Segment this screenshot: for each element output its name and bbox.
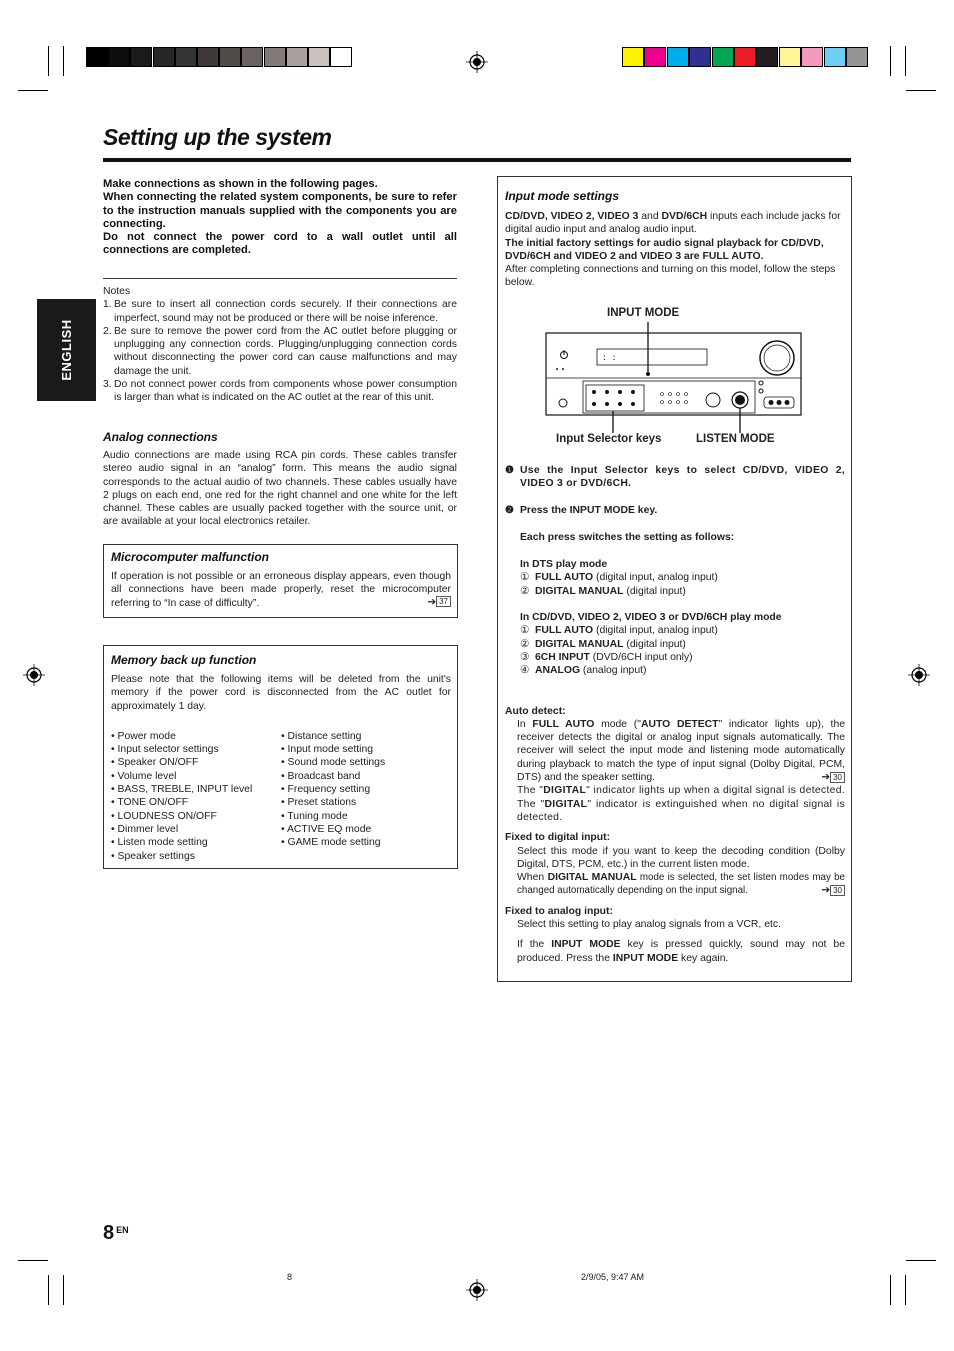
option-desc: (digital input, analog input) [593, 625, 718, 637]
note-item [103, 298, 457, 325]
factory-settings: The initial factory settings for audio signal playback for CD/DVD, DVD/6CH and VIDEO 2 and VIDEO 3 are FULL AUTO. [505, 237, 824, 262]
input-mode-box [497, 176, 852, 982]
step-2-text: Press the INPUT MODE key. [520, 504, 658, 516]
page-ref-number: 37 [436, 596, 451, 607]
color-swatch [734, 47, 756, 67]
page-number [103, 1222, 129, 1245]
grayscale-swatch [86, 47, 108, 67]
color-swatch [756, 47, 778, 67]
note-text: Be sure to remove the power cord from the AC outlet before plugging or unplugging any connection cords. Plugging/unplugging connection cords without disconnecting the power cord can cause malfunctions and may damage the unit. [114, 325, 457, 377]
option-desc: (digital input, analog input) [593, 572, 718, 584]
language-tab-label: ENGLISH [59, 319, 74, 381]
page-title: Setting up the system [103, 124, 332, 150]
notes-section [103, 285, 457, 405]
memory-bullet-item: • Tuning mode [281, 810, 348, 822]
input-mode-tip [505, 938, 845, 965]
grayscale-swatch [308, 47, 330, 67]
language-tab [37, 299, 96, 401]
mode-option [520, 664, 845, 677]
cd-heading: In CD/DVD, VIDEO 2, VIDEO 3 or DVD/6CH play mode [520, 612, 782, 624]
grayscale-swatch [153, 47, 175, 67]
text-run: The " [517, 785, 544, 797]
grayscale-swatch [219, 47, 241, 67]
page-ref-number: 30 [830, 772, 845, 783]
intro-line-2: When connecting the related system components, be sure to refer to the instruction manuals supplied with the components you are connecting. [103, 191, 457, 230]
text-run: mode is selected, the set listen modes may be changed automatically depending on the input signal. [517, 872, 845, 897]
registration-mark-icon [23, 664, 45, 686]
memory-bullet-item: • Power mode [111, 730, 176, 742]
text-bold: AUTO DETECT [640, 718, 719, 730]
registration-mark-icon [908, 664, 930, 686]
option-number: ③ [520, 651, 530, 663]
option-desc: (DVD/6CH input only) [589, 651, 693, 663]
grayscale-swatch [108, 47, 130, 67]
option-number: ② [520, 585, 530, 597]
memory-box [103, 645, 458, 869]
option-number: ① [520, 625, 530, 637]
text-bold: DIGITAL [543, 785, 587, 797]
memory-bullet-list [111, 730, 451, 863]
option-desc: (digital input) [623, 638, 686, 650]
text-run: If the [517, 939, 552, 951]
memory-body: Please note that the following items will be deleted from the unit's memory if the power cord is disconnected from the AC outlet for approximately 1 day. [111, 674, 451, 712]
grayscale-swatch [286, 47, 308, 67]
notes-heading: Notes [103, 286, 131, 297]
text-bold: INPUT MODE [612, 952, 679, 964]
step-2 [505, 504, 845, 517]
page-ref-number: 30 [830, 885, 845, 896]
analog-body: Audio connections are made using RCA pin cords. These cables transfer stereo audio signal in an “analog” form. This means the audio signal corresponds to the actual audio of two channels. These cables usually have 2 plugs on each end, one red for the right channel and one white for the left channel. These cables are usually packed together with the source unit, or are available at your local electronics retailer. [103, 450, 457, 528]
intro-warning [103, 178, 457, 258]
slug-page: 8 [287, 1272, 293, 1282]
color-swatch [846, 47, 868, 67]
fixed-digital-heading: Fixed to digital input: [505, 832, 611, 844]
input-mode-heading: Input mode settings [505, 189, 619, 203]
memory-bullet-item: • Sound mode settings [281, 757, 386, 769]
label-input-selector: Input Selector keys [556, 433, 662, 445]
memory-heading: Memory back up function [111, 653, 257, 667]
memory-bullet-item: • Listen mode setting [111, 837, 208, 849]
note-item [103, 378, 457, 405]
option-desc: (digital input) [623, 585, 686, 597]
auto-detect-heading: Auto detect: [505, 705, 566, 717]
option-number: ④ [520, 665, 530, 677]
memory-bullet-item: • Speaker settings [111, 850, 195, 862]
option-name: FULL AUTO [535, 572, 594, 584]
note-text: Do not connect power cords from components whose power consumption is larger than what is indicated on the AC outlet at the rear of this unit. [114, 379, 457, 404]
color-swatch [689, 47, 711, 67]
memory-column-1 [111, 730, 281, 863]
page-ref: ➔ 37 [427, 596, 451, 609]
input-mode-intro [505, 210, 845, 237]
cd-mode-list [505, 611, 845, 677]
text-run: In [517, 718, 533, 730]
text-bold: DIGITAL MANUAL [547, 872, 637, 884]
memory-bullet-item: • BASS, TREBLE, INPUT level [111, 784, 253, 796]
option-name: DIGITAL MANUAL [535, 638, 624, 650]
text-bold: INPUT MODE [551, 939, 621, 951]
page-number-suffix: EN [116, 1225, 129, 1235]
cd-options [520, 624, 845, 677]
analog-section [103, 430, 457, 529]
grayscale-swatch [175, 47, 197, 67]
color-swatch [622, 47, 644, 67]
mode-option [520, 624, 845, 637]
option-number: ① [520, 572, 530, 584]
label-listen-mode: LISTEN MODE [696, 433, 775, 445]
analog-heading: Analog connections [103, 430, 218, 444]
memory-bullet-item: • ACTIVE EQ mode [281, 823, 372, 835]
receiver-diagram [498, 305, 853, 450]
mode-option [520, 638, 845, 651]
text-run: When [517, 872, 548, 884]
grayscale-swatch [197, 47, 219, 67]
registration-mark-icon [466, 1279, 488, 1301]
receiver-front-panel-icon [498, 305, 853, 450]
fixed-digital-body: Select this mode if you want to keep the decoding condition (Dolby Digital, DTS, PCM, etc.) in the current listen mode. [517, 845, 845, 870]
intro-and: and [638, 211, 662, 222]
color-swatch [712, 47, 734, 67]
text-run: key is pressed quickly, sound may not be produced. Press the [517, 939, 845, 964]
text-bold: DIGITAL [544, 798, 588, 810]
fixed-analog-body: Select this setting to play analog signals from a VCR, etc. [517, 919, 781, 931]
option-name: 6CH INPUT [535, 651, 590, 663]
text-run: " indicator lights up when a digital signal is detected. The " [517, 785, 846, 810]
step-2-marker: ❷ [505, 504, 514, 516]
memory-bullet-item: • TONE ON/OFF [111, 797, 189, 809]
text-run: mode (" [594, 718, 641, 730]
auto-detect-body [505, 718, 845, 784]
option-name: DIGITAL MANUAL [535, 585, 624, 597]
memory-bullet-item: • Distance setting [281, 730, 362, 742]
slug-date: 2/9/05, 9:47 AM [581, 1272, 645, 1282]
step-1-marker: ❶ [505, 465, 515, 476]
color-swatch [801, 47, 823, 67]
mode-option [520, 585, 845, 598]
micro-body-wrap [111, 570, 451, 610]
grayscale-swatch [130, 47, 152, 67]
page-ref: ➔ 30 [821, 771, 845, 784]
fixed-analog-heading: Fixed to analog input: [505, 905, 613, 917]
note-number: 2. [103, 325, 112, 337]
option-desc: (analog input) [580, 665, 647, 677]
label-input-mode: INPUT MODE [607, 307, 680, 319]
registration-mark-icon [466, 51, 488, 73]
auto-detect-section [505, 705, 845, 825]
fixed-analog-section [505, 905, 845, 965]
option-number: ② [520, 638, 530, 650]
color-swatch [644, 47, 666, 67]
memory-bullet-item: • Speaker ON/OFF [111, 757, 199, 769]
memory-bullet-item: • GAME mode setting [281, 837, 381, 849]
memory-bullet-item: • Preset stations [281, 797, 357, 809]
intro-rest: inputs each include jacks for digital audio input and analog audio input. [505, 211, 841, 236]
note-text: Be sure to insert all connection cords securely. If their connections are imperfect, sound may not be produced or there will be noise inference. [114, 299, 457, 324]
note-number: 1. [103, 299, 112, 311]
option-name: FULL AUTO [535, 625, 594, 637]
memory-bullet-item: • Input mode setting [281, 744, 374, 756]
dts-mode-list [505, 558, 845, 598]
color-swatch [667, 47, 689, 67]
title-rule [103, 158, 851, 162]
memory-bullet-item: • LOUDNESS ON/OFF [111, 810, 217, 822]
memory-bullet-item: • Dimmer level [111, 823, 179, 835]
svg-text:: :: : : [602, 354, 617, 363]
color-swatch [779, 47, 801, 67]
note-number: 3. [103, 379, 112, 391]
after-connect: After completing connections and turning on this model, follow the steps below. [505, 264, 836, 289]
text-bold: FULL AUTO [532, 718, 595, 730]
step-1-text: Use the Input Selector keys to select CD/DVD, VIDEO 2, VIDEO 3 or DVD/6CH. [520, 465, 845, 490]
digital-indicator-text [505, 784, 845, 824]
input-name-dvd6ch: DVD/6CH [661, 211, 708, 222]
memory-bullet-item: • Broadcast band [281, 770, 361, 782]
dts-options [520, 571, 845, 598]
option-name: ANALOG [535, 665, 581, 677]
memory-bullet-item: • Input selector settings [111, 744, 219, 756]
text-run: " indicator is extinguished when no digital signal is detected. [517, 798, 845, 823]
divider [103, 278, 457, 279]
text-run: key again. [678, 952, 729, 964]
intro-line-3: Do not connect the power cord to a wall outlet until all connections are completed. [103, 231, 457, 257]
grayscale-swatch [241, 47, 263, 67]
mode-option [520, 651, 845, 664]
grayscale-swatch [264, 47, 286, 67]
step-1 [505, 464, 845, 491]
each-press: Each press switches the setting as follows: [520, 531, 735, 543]
fixed-digital-section [505, 831, 845, 897]
memory-bullet-item: • Volume level [111, 770, 177, 782]
intro-line-1: Make connections as shown in the following pages. [103, 178, 378, 190]
page-ref: ➔ 30 [821, 884, 845, 897]
text-run: " indicator lights up), the receiver detects the digital or analog input signals automatically. The receiver will select the input mode and listening mode automatically during playback to match the type of input signal (Dolby Digital, PCM, DTS) and the speaker setting. [517, 718, 845, 784]
dts-heading: In DTS play mode [520, 559, 608, 571]
mode-option [520, 571, 845, 584]
color-swatch [824, 47, 846, 67]
micro-heading: Microcomputer malfunction [111, 550, 270, 564]
input-names: CD/DVD, VIDEO 2, VIDEO 3 [505, 211, 639, 222]
microcomputer-box [103, 544, 458, 618]
page-number-value: 8 [103, 1222, 115, 1244]
note-item [103, 325, 457, 378]
memory-bullet-item: • Frequency setting [281, 784, 371, 796]
fixed-digital-note [505, 871, 845, 898]
memory-column-2 [281, 730, 451, 863]
micro-body: If operation is not possible or an erroneous display appears, even though all connections have been made properly, reset the microcomputer referring to “In case of difficulty”. [111, 571, 451, 609]
grayscale-swatch [330, 47, 352, 67]
